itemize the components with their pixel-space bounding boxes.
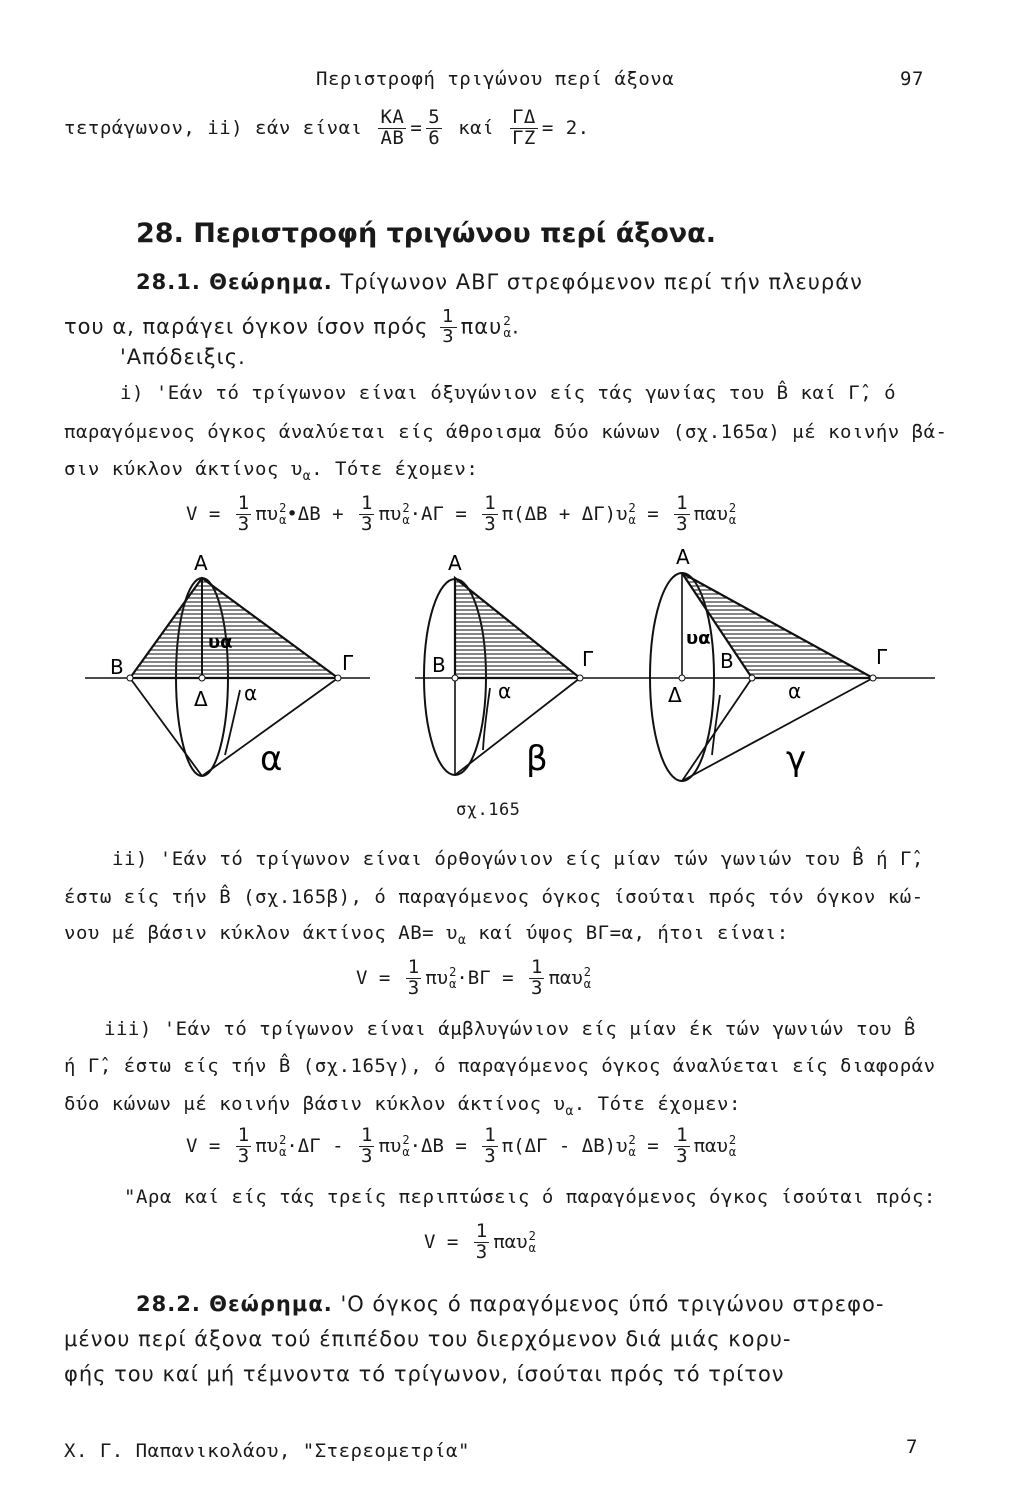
formula-3: V = $\frac{1}{3}$ πυ 2 α ·ΔΓ - $\frac{1}{3}$ πυ 2 α ·ΔΒ = $\frac{1}{3}$ π(ΔΓ - ΔΒ)υ 2 α = $\frac{1}{3}$ παυ 2 α [186,1124,737,1167]
label-A: A [448,551,462,575]
figure-165-gamma [635,545,935,781]
label-B: B [432,653,446,677]
footer-signature-number: 7 [906,1436,918,1458]
label-B: B [110,655,124,679]
formula-4: V = $\frac{1}{3}$ παυ 2 α [424,1220,536,1263]
figure-tag-gamma: γ [786,739,807,779]
label-Delta: Δ [668,683,682,707]
label-Gamma: Γ [876,645,888,669]
footer-credit: Χ. Γ. Παπανικολάου, "Στερεομετρία" [64,1440,470,1462]
intro-text: τετράγωνον, ii) εάν είναι [64,116,363,139]
figure-165-beta [415,551,635,779]
page-number: 97 [900,68,924,90]
theorem-2-line-1: 28.2. Θεώρημα. 'Ο όγκος ό παραγόμενος ύπό τριγώνου στρεφο- [136,1292,885,1316]
label-altitude: υα [686,628,711,649]
formula-1: V = $\frac{1}{3}$ πυ 2 α •ΔΒ + $\frac{1}{3}$ πυ 2 α ·ΑΓ = $\frac{1}{3}$ π(ΔΒ + ΔΓ)υ 2 α = $\frac{1}{3}$ παυ 2 α [186,492,737,535]
theorem-2-line-3: φής του καί μή τέμνοντα τό τρίγωνον, ίσούται πρός τό τρίτον [64,1362,785,1386]
figure-tag-alpha: α [260,739,283,779]
running-header: Περιστροφή τριγώνου περί άξονα [316,68,675,90]
case-iii-line-1: iii) 'Εάν τό τρίγωνον είναι άμβλυγώνιον είς μίαν έκ τών γωνιών του B̂ [104,1018,916,1040]
figure-tag-beta: β [526,739,548,779]
fraction-ka-ab: $\frac{KA}{AB}$ [380,106,405,149]
label-Gamma: Γ [582,647,594,671]
section-title: 28. Περιστροφή τριγώνου περί άξονα. [136,218,716,249]
figure-165-alpha [85,551,370,779]
label-A: A [676,545,690,569]
case-ii-line-2: έστω είς τήν B̂ (σχ.165β), ό παραγόμενος όγκος ίσούται πρός τόν όγκον κώ- [64,886,924,908]
case-i-line-3: σιν κύκλον άκτίνος $\upsilon_\alpha$. Τότε έχομεν: [64,458,479,484]
theorem-1-label: 28.1. Θεώρημα. [136,270,333,294]
label-side-a: α [498,679,512,703]
case-ii-line-1: ii) 'Εάν τό τρίγωνον είναι όρθογώνιον είς μίαν τών γωνιών του B̂ ή Γ̂, [112,848,924,870]
conjunction: καί [458,116,495,139]
intro-line: τετράγωνον, ii) εάν είναι $\frac{KA}{AB}$ = $\frac{5}{6}$ καί $\frac{\Gamma\Delta}{\Gamma Z}$ = 2. [64,106,590,149]
formula-2: V = $\frac{1}{3}$ πυ 2 α ·ΒΓ = $\frac{1}{3}$ παυ 2 α [356,956,592,999]
label-altitude: υα [208,632,233,653]
case-iii-line-3: δύο κώνων μέ κοινήν βάσιν κύκλον άκτίνος $\upsilon_\alpha$. Τότε έχομεν: [64,1093,741,1119]
case-i-line-1: i) 'Εάν τό τρίγωνον είναι όξυγώνιον είς τάς γωνίας του B̂ καί Γ̂, ό [120,382,897,404]
theorem-1-line-1: 28.1. Θεώρημα. Τρίγωνον ΑΒΓ στρεφόμενον περί τήν πλευράν [136,270,863,294]
label-side-a: α [788,679,802,703]
theorem-1-line-2: του α, παράγει όγκον ίσον πρός $\frac{1}{3}$ παυ 2 α . [64,306,520,347]
fraction-one-third: $\frac{1}{3}$ [442,306,455,347]
fraction-gd-gz: $\frac{\Gamma\Delta}{\Gamma Z}$ [511,106,536,149]
label-A: A [194,551,208,575]
figure-caption: σχ.165 [456,800,521,820]
label-B: B [720,649,734,673]
case-ii-line-3: νου μέ βάσιν κύκλον άκτίνος $AB= \upsilon_\alpha$ καί ύψος ΒΓ=α, ήτοι είναι: [64,922,789,948]
case-i-line-2: παραγόμενος όγκος άναλύεται είς άθροισμα δύο κώνων (σχ.165α) μέ κοινήν βά- [64,421,948,443]
label-side-a: α [244,681,258,705]
theorem-2-line-2: μένου περί άξονα τού έπιπέδου του διερχόμενον διά μιάς κορυ- [64,1327,792,1351]
figure-165 [80,540,950,840]
conclusion-line: "Αρα καί είς τάς τρείς περιπτώσεις ό παραγόμενος όγκος ίσούται πρός: [124,1186,936,1208]
fraction-5-6: $\frac{5}{6}$ [428,106,441,149]
theorem-2-label: 28.2. Θεώρημα. [136,1292,333,1316]
case-iii-line-2: ή Γ̂, έστω είς τήν B̂ (σχ.165γ), ό παραγόμενος όγκος άναλύεται είς διαφοράν [64,1055,936,1077]
label-Delta: Δ [194,687,208,711]
proof-label: 'Απόδειξις. [120,345,246,369]
label-Gamma: Γ [342,651,354,675]
